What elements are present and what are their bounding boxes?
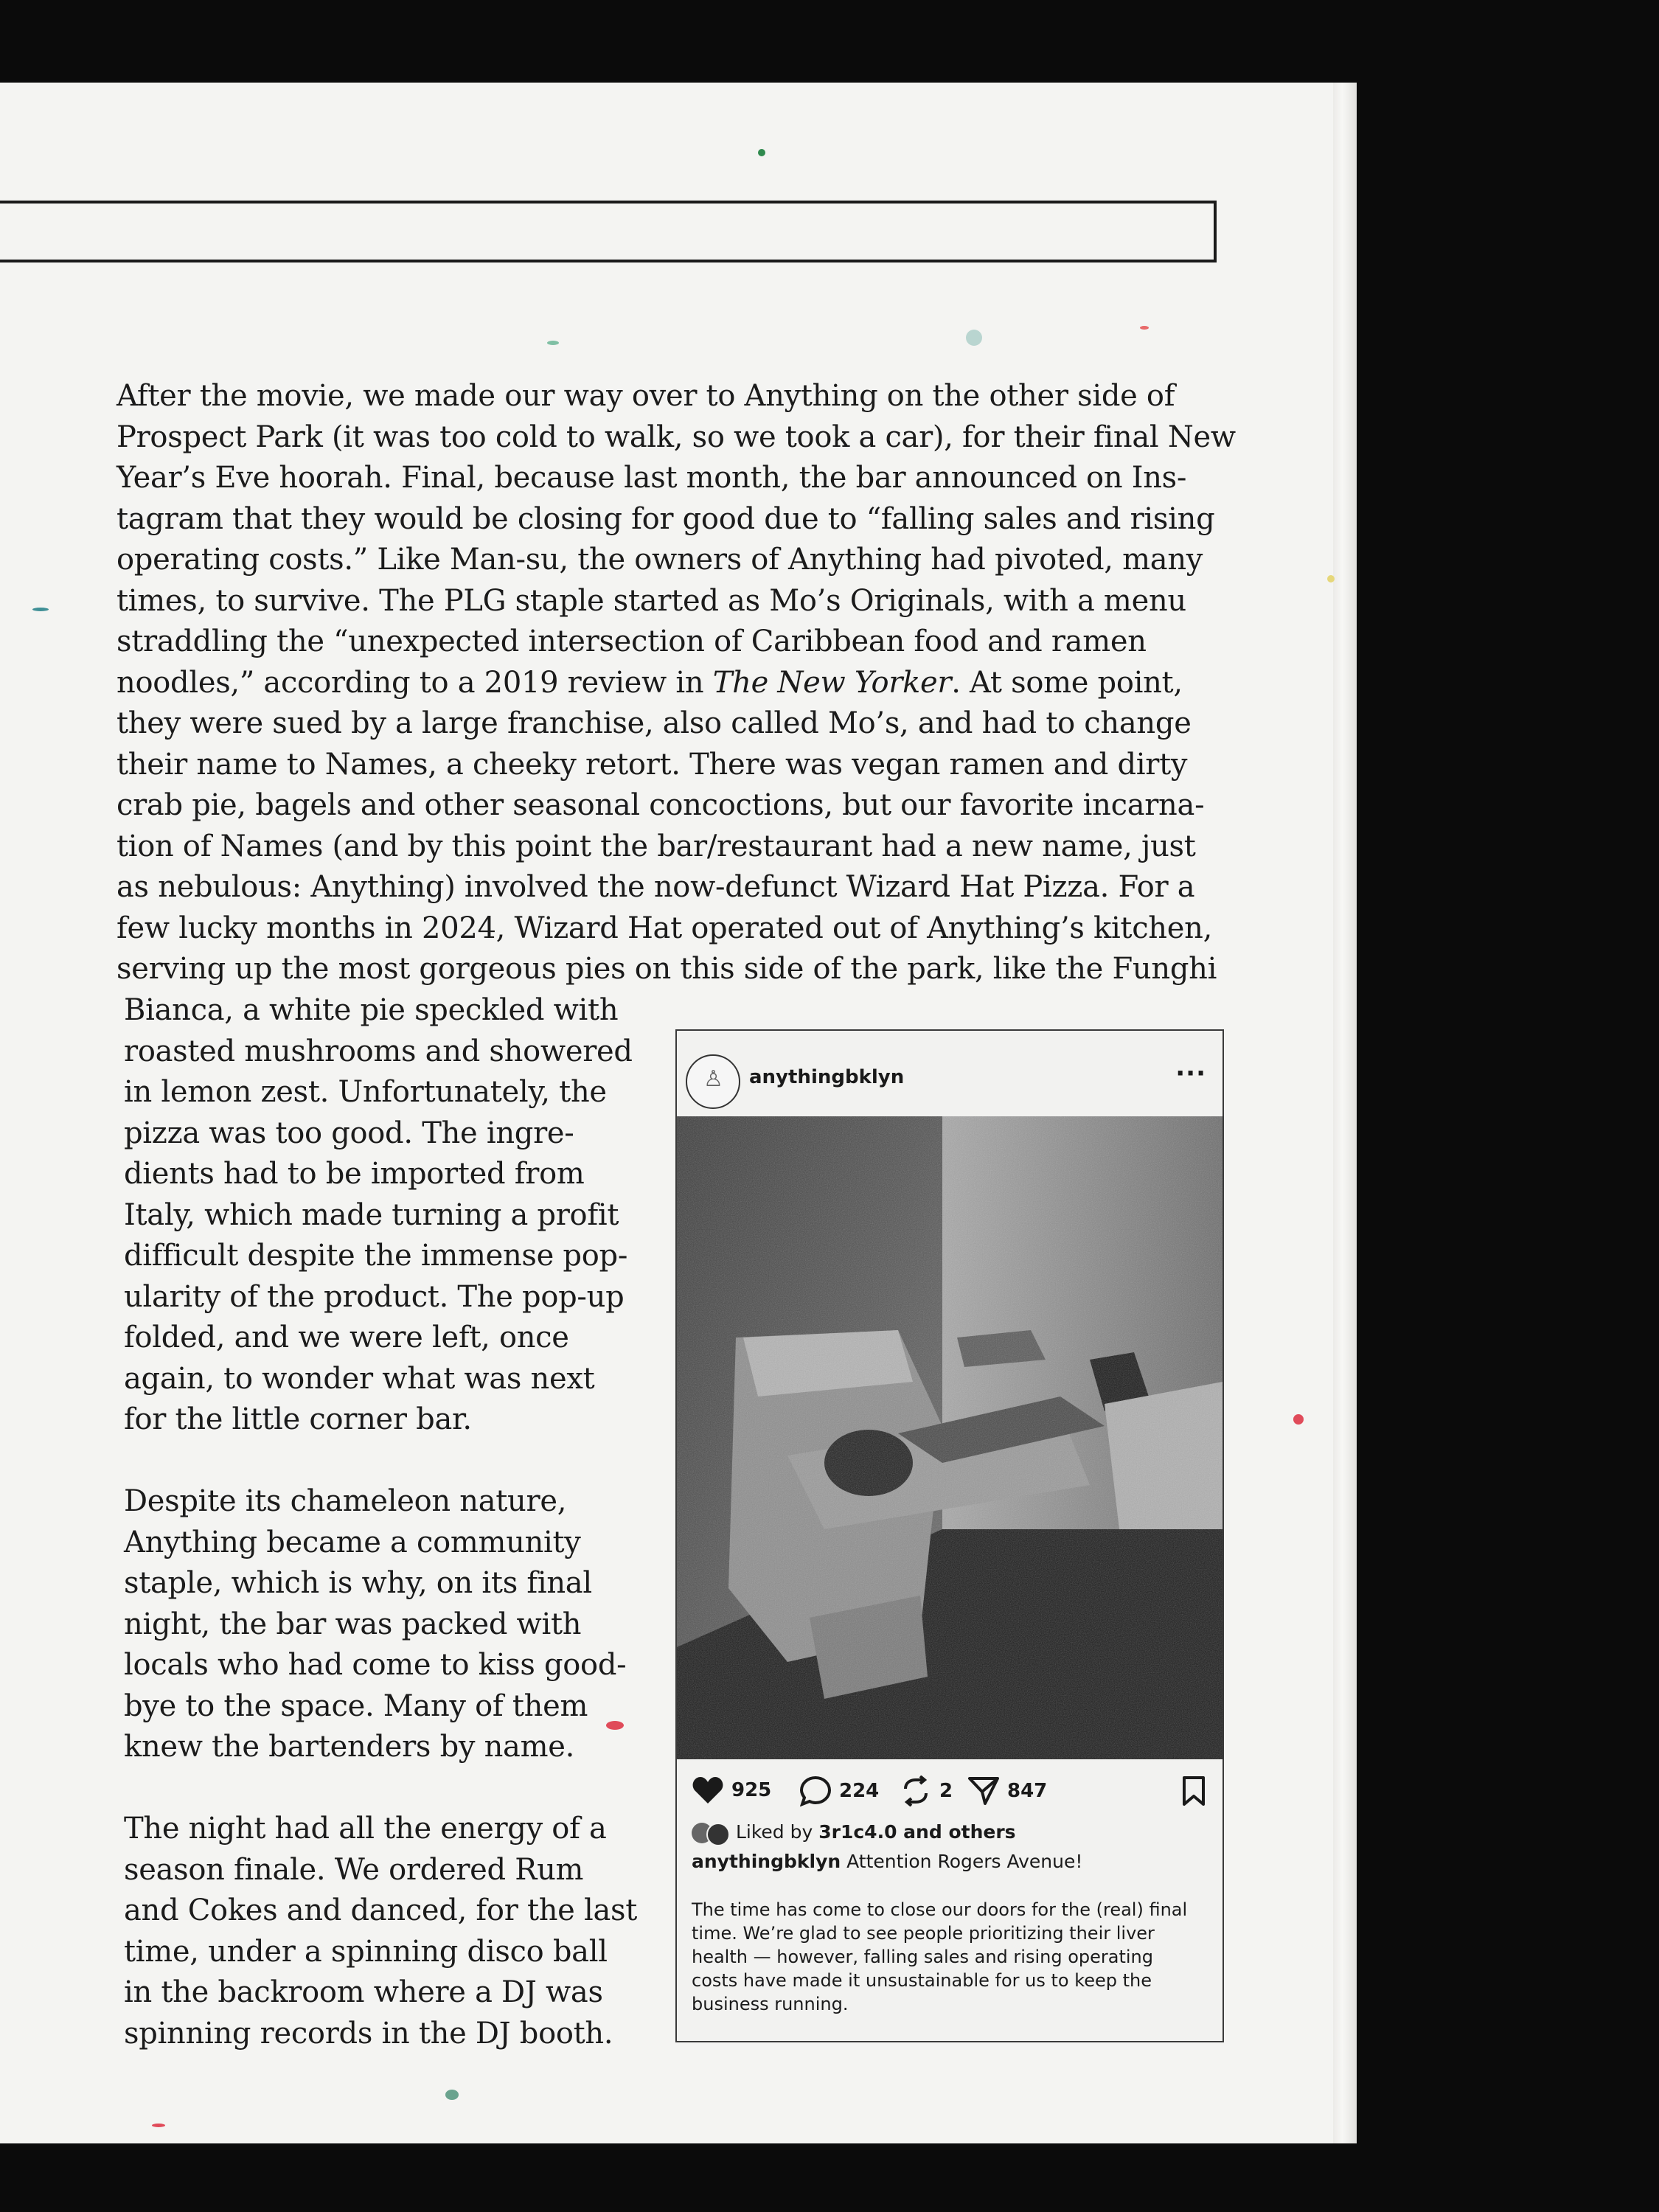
article-line bbox=[116, 581, 1236, 622]
comments-count: 224 bbox=[839, 1780, 880, 1802]
article-line bbox=[116, 867, 1236, 908]
liked-by-prefix: Liked by bbox=[735, 1821, 819, 1843]
share-icon bbox=[967, 1775, 1000, 1806]
ink-speck bbox=[758, 149, 765, 156]
post-photo bbox=[677, 1116, 1222, 1759]
article-text-column bbox=[124, 990, 637, 2054]
article-text-full-width bbox=[116, 376, 1236, 990]
ink-speck bbox=[1140, 326, 1149, 330]
article-line bbox=[116, 376, 1236, 417]
article-column-line: knew the bartenders by name. bbox=[124, 1730, 575, 1764]
article-line-text: Prospect Park (it was too cold to walk, so we took a car), for their final New bbox=[116, 420, 1236, 454]
article-line-text: After the movie, we made our way over to Anything on the other side of bbox=[116, 379, 1175, 413]
likes-count: 925 bbox=[731, 1779, 772, 1801]
like-button[interactable] bbox=[692, 1775, 771, 1805]
article-column-line: season finale. We ordered Rum bbox=[124, 1852, 584, 1887]
article-column-line: time, under a spinning disco ball bbox=[124, 1934, 608, 1969]
article-column-line: for the little corner bar. bbox=[124, 1402, 472, 1436]
article-line bbox=[116, 703, 1236, 745]
article-column-line: Despite its chameleon nature, bbox=[124, 1484, 567, 1518]
article-line bbox=[116, 499, 1236, 540]
bookmark-icon bbox=[1181, 1775, 1206, 1806]
ink-speck bbox=[547, 341, 559, 345]
article-column-line: in lemon zest. Unfortunately, the bbox=[124, 1075, 607, 1109]
article-column-line: Italy, which made turning a profit bbox=[124, 1197, 619, 1232]
article-line-text: they were sued by a large franchise, also called Mo’s, and had to change bbox=[116, 706, 1192, 740]
article-line bbox=[116, 622, 1236, 663]
paragraph-break bbox=[124, 1768, 637, 1809]
article-line bbox=[116, 745, 1236, 786]
publication-title: The New Yorker bbox=[712, 665, 952, 700]
shares-count: 847 bbox=[1007, 1780, 1048, 1802]
article-line-text: operating costs.” Like Man-su, the owners of Anything had pivoted, many bbox=[116, 543, 1203, 577]
article-line-text: . At some point, bbox=[951, 665, 1183, 700]
article-line-text: tagram that they would be closing for good due to “falling sales and rising bbox=[116, 501, 1215, 536]
article-column-line: again, to wonder what was next bbox=[124, 1361, 595, 1396]
article-line bbox=[116, 540, 1236, 581]
wizard-hat-icon: ♙ bbox=[703, 1066, 723, 1092]
article-column-line: difficult despite the immense pop- bbox=[124, 1239, 628, 1273]
ink-speck bbox=[966, 330, 982, 346]
article-line-text: crab pie, bagels and other seasonal concoctions, but our favorite incarna- bbox=[116, 788, 1205, 822]
article-column-line: folded, and we were left, once bbox=[124, 1321, 569, 1354]
ink-speck bbox=[1327, 575, 1335, 582]
post-actions bbox=[677, 1768, 1222, 1812]
article-line bbox=[116, 663, 1236, 704]
article-column-line: night, the bar was packed with bbox=[124, 1607, 582, 1641]
article-line-text: serving up the most gorgeous pies on this side of the park, like the Funghi bbox=[116, 952, 1217, 986]
caption-first-line bbox=[692, 1851, 1082, 1872]
article-line bbox=[116, 785, 1236, 827]
ink-speck bbox=[606, 1721, 624, 1730]
ink-speck bbox=[1293, 1414, 1304, 1425]
repost-icon bbox=[900, 1775, 932, 1806]
article-line-text: straddling the “unexpected intersection of Caribbean food and ramen bbox=[116, 625, 1147, 658]
article-column-line: roasted mushrooms and showered bbox=[124, 1034, 633, 1068]
article-column-line: locals who had come to kiss good- bbox=[124, 1648, 627, 1682]
ink-speck bbox=[32, 608, 49, 611]
article-line-text: their name to Names, a cheeky retort. There was vegan ramen and dirty bbox=[116, 747, 1188, 782]
article-column-line: ularity of the product. The pop-up bbox=[124, 1279, 625, 1314]
article-column-line: bye to the space. Many of them bbox=[124, 1688, 588, 1723]
header-box bbox=[0, 201, 1217, 262]
article-line bbox=[116, 827, 1236, 868]
caption-username[interactable]: anythingbklyn bbox=[692, 1851, 841, 1872]
liked-by-avatars bbox=[692, 1823, 730, 1843]
comment-button[interactable] bbox=[799, 1775, 879, 1806]
article-column-line: The night had all the energy of a bbox=[124, 1812, 607, 1846]
repost-button[interactable] bbox=[900, 1775, 953, 1806]
article-line-text: noodles,” according to a 2019 review in bbox=[116, 665, 713, 700]
article-column-line: spinning records in the DJ booth. bbox=[124, 2016, 613, 2051]
caption-line: time. We’re glad to see people prioritizing their liver bbox=[692, 1923, 1155, 1944]
caption-body bbox=[692, 1898, 1215, 2016]
heart-icon bbox=[692, 1775, 724, 1805]
caption-line: health — however, falling sales and rising operating bbox=[692, 1947, 1153, 1967]
caption-line: business running. bbox=[692, 1994, 849, 2014]
ink-speck bbox=[445, 2090, 459, 2100]
article-column-line: in the backroom where a DJ was bbox=[124, 1975, 603, 2009]
article-line-text: Year’s Eve hoorah. Final, because last month, the bar announced on Ins- bbox=[116, 461, 1187, 495]
caption-headline: Attention Rogers Avenue! bbox=[841, 1851, 1083, 1872]
instagram-post-card bbox=[675, 1029, 1224, 2042]
article-line bbox=[116, 458, 1236, 499]
post-header bbox=[677, 1031, 1222, 1118]
comment-icon bbox=[799, 1775, 832, 1806]
article-line bbox=[116, 949, 1236, 990]
article-line bbox=[116, 417, 1236, 459]
post-username[interactable]: anythingbklyn bbox=[749, 1066, 905, 1088]
article-line-text: few lucky months in 2024, Wizard Hat operated out of Anything’s kitchen, bbox=[116, 911, 1213, 945]
bar-lounge-photo bbox=[677, 1116, 1222, 1759]
article-column-line: staple, which is why, on its final bbox=[124, 1566, 592, 1600]
avatar[interactable] bbox=[686, 1054, 740, 1109]
article-column-line: dients had to be imported from bbox=[124, 1157, 585, 1191]
article-column-line: Anything became a community bbox=[124, 1525, 581, 1559]
liked-by-suffix[interactable]: and others bbox=[897, 1821, 1016, 1843]
article-line-text: times, to survive. The PLG staple started as Mo’s Originals, with a menu bbox=[116, 583, 1186, 618]
magazine-page bbox=[0, 83, 1357, 2143]
paragraph-break bbox=[124, 1441, 637, 1482]
ink-speck bbox=[152, 2124, 165, 2127]
article-line bbox=[116, 908, 1236, 950]
liked-by-line bbox=[692, 1821, 1016, 1843]
article-column-line: and Cokes and danced, for the last bbox=[124, 1893, 638, 1927]
bookmark-button[interactable] bbox=[1181, 1775, 1214, 1806]
caption-line: The time has come to close our doors for the (real) final bbox=[692, 1899, 1188, 1920]
page-edge bbox=[1333, 83, 1357, 2143]
article-column-line: Bianca, a white pie speckled with bbox=[124, 993, 619, 1027]
more-options-icon[interactable]: ··· bbox=[1175, 1059, 1206, 1088]
caption-line: costs have made it unsustainable for us to keep the bbox=[692, 1970, 1152, 1991]
liked-by-user[interactable]: 3r1c4.0 bbox=[818, 1821, 897, 1843]
article-line-text: tion of Names (and by this point the bar/restaurant had a new name, just bbox=[116, 829, 1196, 863]
article-line-text: as nebulous: Anything) involved the now-defunct Wizard Hat Pizza. For a bbox=[116, 870, 1195, 904]
share-button[interactable] bbox=[967, 1775, 1047, 1806]
reposts-count: 2 bbox=[939, 1780, 953, 1802]
article-column-line: pizza was too good. The ingre- bbox=[124, 1116, 574, 1150]
